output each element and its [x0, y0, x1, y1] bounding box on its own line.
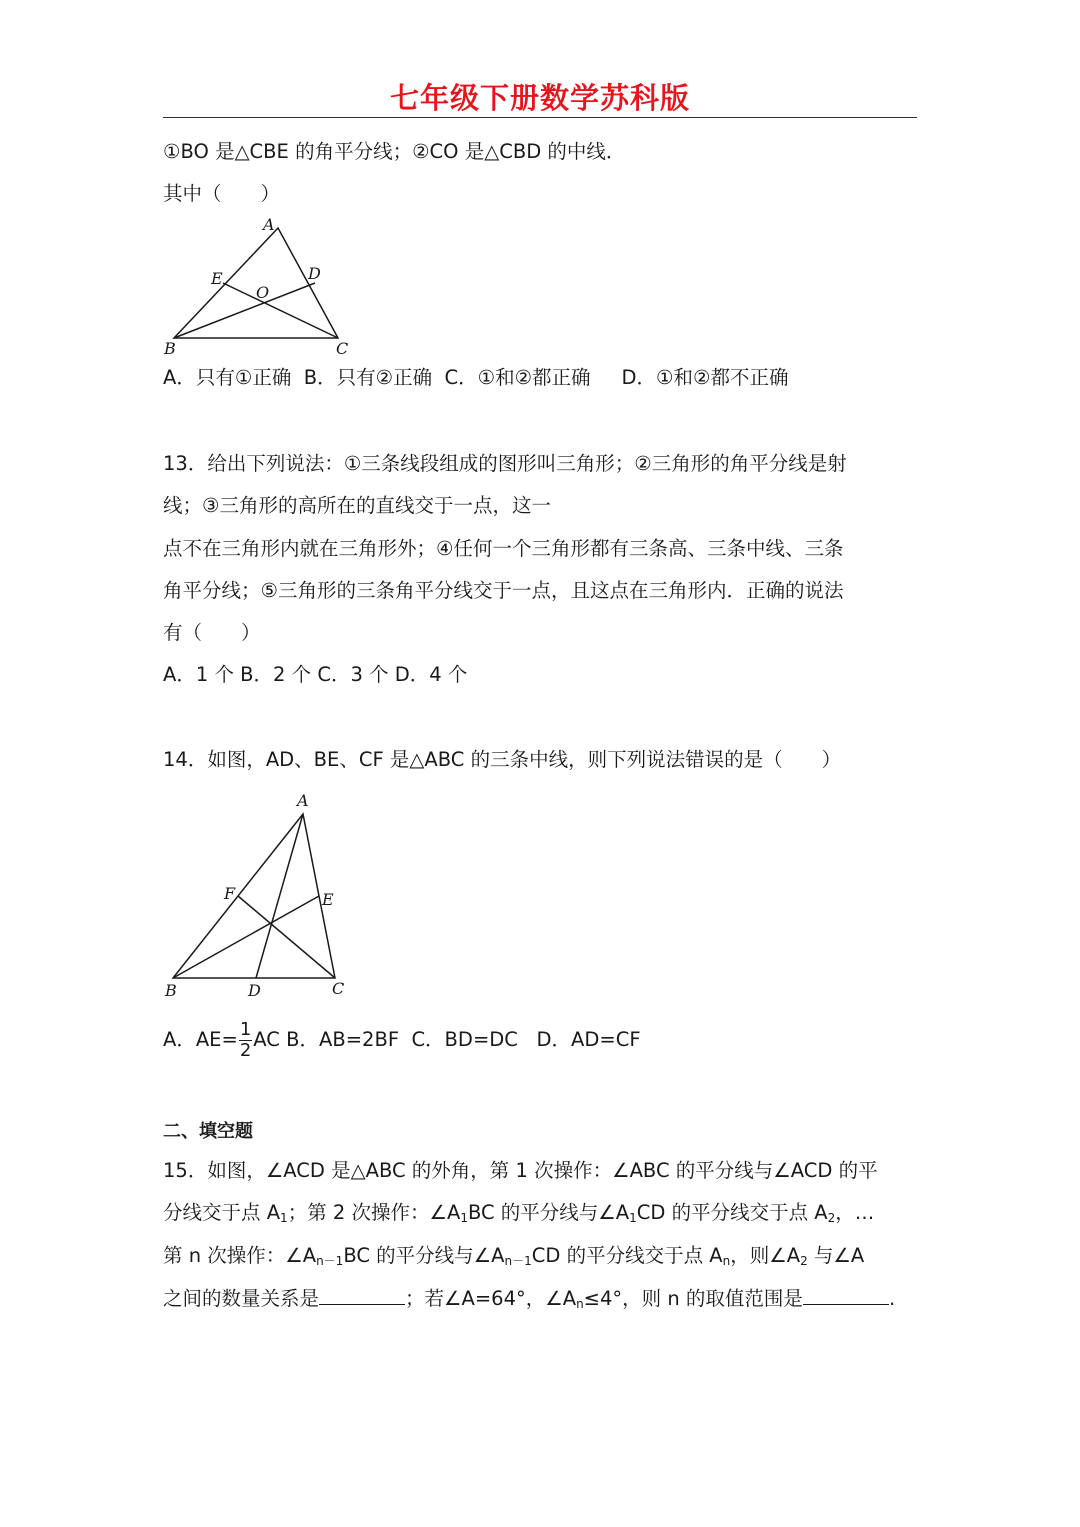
label-c: C	[336, 339, 349, 358]
q15-text: CD 的平分线交于点 A	[636, 1201, 828, 1224]
q12-triangle-figure	[160, 212, 360, 360]
label-o: O	[256, 283, 270, 302]
fraction-one-half	[239, 1020, 252, 1061]
q15-line-3	[163, 1244, 864, 1268]
subscript: 2	[827, 1211, 836, 1225]
section-title-fill-in: 二、填空题	[163, 1121, 253, 1142]
q13-options: A．1 个 B．2 个 C．3 个 D．4 个	[163, 663, 468, 686]
q15-text: ，则∠A	[730, 1244, 801, 1267]
q15-line-4	[163, 1286, 895, 1311]
subscript: n	[722, 1254, 731, 1268]
subscript: 2	[800, 1254, 808, 1268]
q15-text: 与∠A	[807, 1244, 865, 1267]
label-e: E	[211, 269, 223, 288]
q13-line-3: 点不在三角形内就在三角形外；④任何一个三角形都有三条高、三条中线、三条	[163, 537, 844, 560]
label-b: B	[165, 981, 177, 1000]
q14-option-a-prefix: A．AE=	[163, 1028, 238, 1051]
segment-ce	[223, 283, 338, 338]
q13-line-1: 13．给出下列说法：①三条线段组成的图形叫三角形；②三角形的角平分线是射	[163, 452, 847, 475]
q13-line-4: 角平分线；⑤三角形的三条角平分线交于一点，且这点在三角形内．正确的说法	[163, 579, 844, 602]
subscript: n－1	[316, 1254, 344, 1268]
label-f: F	[224, 884, 236, 903]
q15-text: 第 n 次操作：∠A	[163, 1244, 317, 1267]
q14-statement: 14．如图，AD、BE、CF 是△ABC 的三条中线，则下列说法错误的是（ ）	[163, 748, 842, 771]
fraction-denominator: 2	[239, 1040, 252, 1061]
q15-text: 之间的数量关系是	[163, 1287, 320, 1310]
median-cf	[238, 896, 335, 978]
q15-text: CD 的平分线交于点 A	[531, 1244, 723, 1267]
answer-blank-1[interactable]	[319, 1286, 405, 1305]
q14-triangle-figure	[160, 788, 360, 1004]
label-a: A	[297, 791, 309, 810]
label-c: C	[332, 979, 345, 998]
label-e: E	[322, 890, 334, 909]
q15-line-1: 15．如图，∠ACD 是△ABC 的外角，第 1 次操作：∠ABC 的平分线与∠ACD 的平	[163, 1159, 878, 1182]
label-b: B	[164, 339, 176, 358]
q12-statement: ①BO 是△CBE 的角平分线；②CO 是△CBD 的中线．	[163, 140, 626, 163]
q12-prompt: 其中（ ）	[163, 182, 281, 205]
subscript: 1	[460, 1211, 468, 1225]
subscript: n	[576, 1297, 584, 1311]
triangle-abc	[173, 814, 335, 978]
label-d: D	[308, 264, 321, 283]
q15-text: 分线交于点 A	[163, 1201, 281, 1224]
q12-options: A．只有①正确 B．只有②正确 C．①和②都正确 D．①和②都不正确	[163, 366, 789, 389]
segment-bd	[174, 283, 315, 338]
fraction-numerator: 1	[239, 1019, 252, 1040]
subscript: n－1	[504, 1254, 532, 1268]
q15-text: ≤4°，则 n 的取值范围是	[583, 1287, 803, 1310]
header-divider	[163, 117, 917, 118]
q13-line-5: 有（ ）	[163, 621, 261, 644]
label-a: A	[263, 215, 275, 234]
subscript: 1	[280, 1211, 288, 1225]
answer-blank-2[interactable]	[803, 1286, 889, 1305]
q15-text: .	[888, 1287, 896, 1310]
q15-text: BC 的平分线与∠A	[467, 1201, 630, 1224]
q15-text: ；若∠A=64°，∠A	[405, 1287, 577, 1310]
q14-options	[163, 1018, 641, 1062]
q15-text: ，…	[835, 1201, 875, 1224]
page-header-title: 七年级下册数学苏科版	[389, 81, 690, 115]
q15-text: ；第 2 次操作：∠A	[287, 1201, 461, 1224]
median-ad	[256, 814, 303, 978]
q15-line-2	[163, 1201, 874, 1225]
q13-line-2: 线；③三角形的高所在的直线交于一点，这一	[163, 494, 551, 517]
q14-options-rest: AC B．AB=2BF C．BD=DC D．AD=CF	[253, 1028, 641, 1051]
median-be	[173, 896, 319, 978]
q15-text: BC 的平分线与∠A	[343, 1244, 505, 1267]
subscript: 1	[629, 1211, 637, 1225]
label-d: D	[248, 981, 261, 1000]
